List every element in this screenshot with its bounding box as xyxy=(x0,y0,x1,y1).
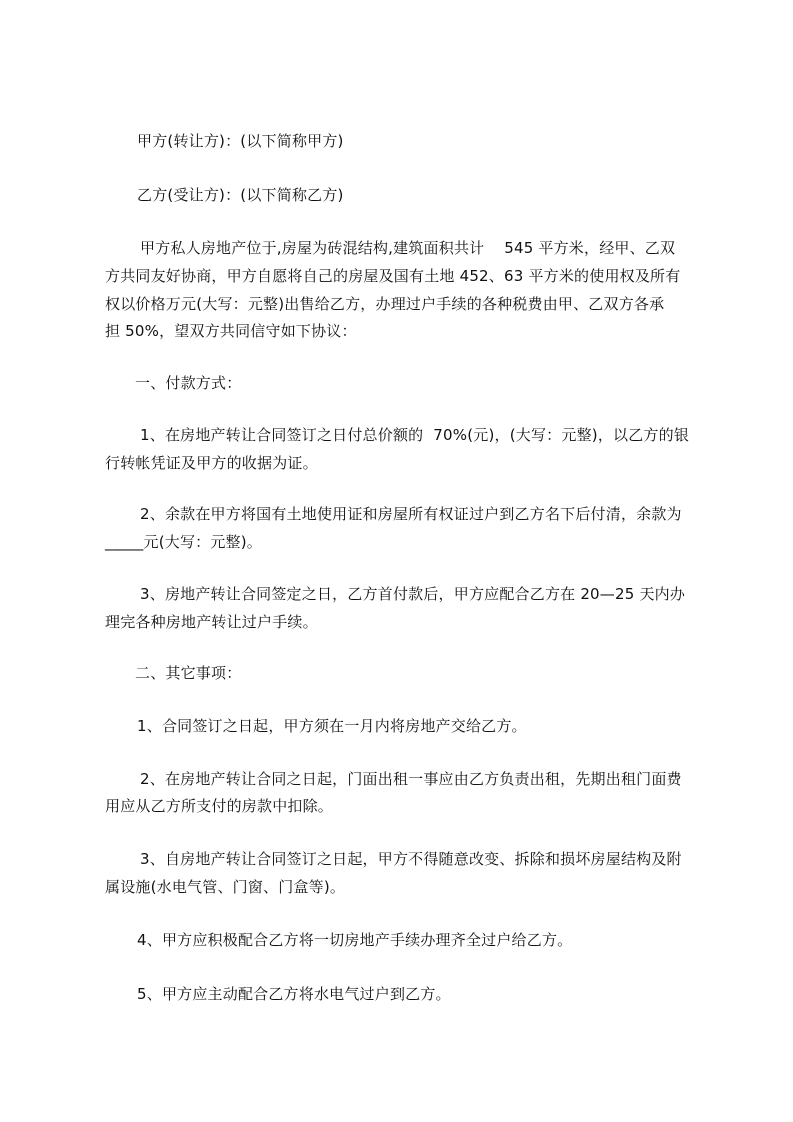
intro-line: 权以价格万元(大写：元整)出售给乙方，办理过户手续的各种税费由甲、乙双方各承 xyxy=(105,295,665,313)
intro-line: 方共同友好协商，甲方自愿将自己的房屋及国有土地 452、63 平方米的使用权及所有 xyxy=(105,267,681,285)
section-2-item-5: 5、甲方应主动配合乙方将水电气过户到乙方。 xyxy=(137,985,451,1003)
party-a-line: 甲方(转让方)：(以下简称甲方) xyxy=(137,132,344,150)
clause-line: 3、房地产转让合同签定之日，乙方首付款后，甲方应配合乙方在 20—25 天内办 xyxy=(140,585,686,603)
clause-line: 理完各种房地产转让过户手续。 xyxy=(105,613,318,631)
clause-line: _____元(大写：元整)。 xyxy=(105,533,263,551)
intro-line: 担 50%，望双方共同信守如下协议： xyxy=(105,322,357,340)
section-2-item-4: 4、甲方应积极配合乙方将一切房地产手续办理齐全过户给乙方。 xyxy=(137,931,573,949)
section-1-heading: 一、付款方式： xyxy=(135,374,242,392)
clause-line: 3、自房地产转让合同签订之日起，甲方不得随意改变、拆除和损坏房屋结构及附 xyxy=(140,850,682,868)
clause-line: 1、在房地产转让合同签订之日付总价额的 70%(元)，(大写：元整)，以乙方的银 xyxy=(140,426,690,444)
section-2-heading: 二、其它事项： xyxy=(135,664,242,682)
intro-line: 甲方私人房地产位于,房屋为砖混结构,建筑面积共计 545 平方米，经甲、乙双 xyxy=(140,239,676,257)
clause-line: 用应从乙方所支付的房款中扣除。 xyxy=(105,797,334,815)
clause-line: 2、在房地产转让合同之日起，门面出租一事应由乙方负责出租，先期出租门面费 xyxy=(140,770,682,788)
party-b-line: 乙方(受让方)：(以下简称乙方) xyxy=(137,186,344,204)
clause-line: 行转帐凭证及甲方的收据为证。 xyxy=(105,454,318,472)
clause-line: 属设施(水电气管、门窗、门盒等)。 xyxy=(105,878,346,896)
section-2-item-1: 1、合同签订之日起，甲方须在一月内将房地产交给乙方。 xyxy=(137,717,527,735)
clause-line: 2、余款在甲方将国有土地使用证和房屋所有权证过户到乙方名下后付清，余款为 xyxy=(140,505,682,523)
